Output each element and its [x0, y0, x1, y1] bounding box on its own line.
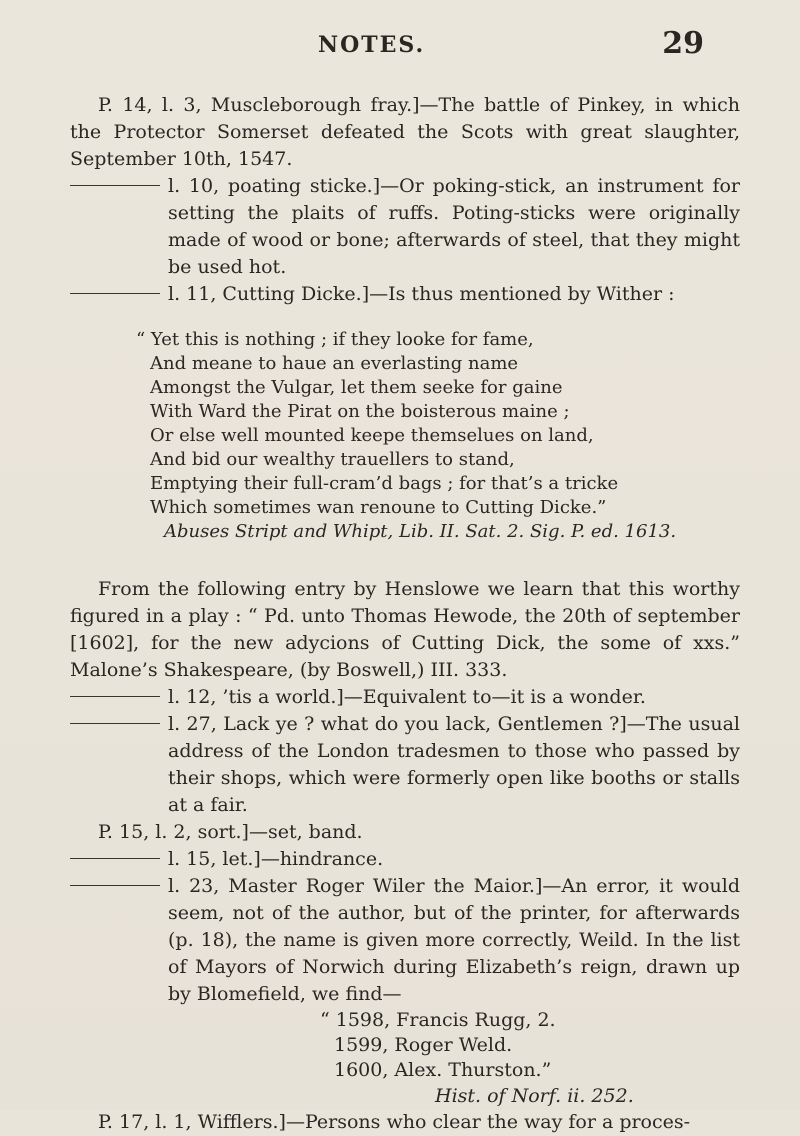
ditto-dash	[70, 696, 160, 697]
mayor-row: “ 1598, Francis Rugg, 2.	[320, 1009, 556, 1031]
note-line	[70, 711, 740, 819]
notes-content	[70, 92, 740, 1136]
mayor-row: 1600, Alex. Thurston.”	[334, 1059, 552, 1081]
ditto-dash	[70, 858, 160, 859]
note-entry: P. 14, l. 3, Muscleborough fray.]—The battle of Pinkey, in which the Protector Somerset defeated the Scots with great slaughter, September 10th, 1547.	[70, 94, 740, 170]
verse-line: Emptying their full-cram’d bags ; for that’s a tricke	[150, 473, 619, 494]
running-title: NOTES.	[318, 32, 426, 58]
note-line	[70, 281, 740, 308]
henslowe-paragraph: From the following entry by Henslowe we learn that this worthy figured in a play : “ Pd. unto Thomas Hewode, the 20th of september [1602], for the new adycions of Cutting Dick, the some of xxs.” Malone’s Shakespeare, (by Boswell,) III. 333.	[70, 578, 740, 681]
note-entry: P. 17, l. 1, Wifflers.]—Persons who clear the way for a proces-	[98, 1111, 691, 1133]
verse-line: And bid our wealthy trauellers to stand,	[150, 449, 515, 470]
verse-line: Or else well mounted keepe themselues on land,	[150, 425, 594, 446]
mayor-source: Hist. of Norf. ii. 252.	[435, 1085, 634, 1107]
spacer	[70, 558, 740, 576]
mayor-row: 1599, Roger Weld.	[334, 1034, 513, 1056]
page-number: 29	[662, 26, 704, 61]
page-header	[0, 26, 800, 72]
ditto-dash	[70, 885, 160, 886]
note-entry: P. 15, l. 2, sort.]—set, band.	[98, 821, 363, 843]
verse-citation: Abuses Stript and Whipt, Lib. II. Sat. 2. Sig. P. ed. 1613.	[164, 521, 677, 542]
note-line	[70, 173, 740, 281]
verse-quotation	[136, 328, 740, 544]
note-line	[70, 873, 740, 1008]
note-entry: l. 23, Master Roger Wiler the Maior.]—An error, it would seem, not of the author, but of the printer, for afterwards (p. 18), the name is given more correctly, Weild. In the list of Mayors of Norwich during Elizabeth’s reign, drawn up by Blomefield, we find—	[168, 875, 740, 1005]
note-entry: l. 10, poating sticke.]—Or poking-stick, an instrument for setting the plaits of ruffs. Poting-sticks were originally made of wood or bone; afterwards of steel, that they might be used hot.	[168, 175, 740, 278]
verse-line: Which sometimes wan renoune to Cutting Dicke.”	[150, 497, 607, 518]
note-entry: l. 15, let.]—hindrance.	[168, 848, 384, 870]
note-line	[70, 846, 740, 873]
ditto-dash	[70, 723, 160, 724]
verse-line: Amongst the Vulgar, let them seeke for gaine	[150, 377, 563, 398]
note-entry: l. 12, ’tis a world.]—Equivalent to—it is a wonder.	[168, 686, 646, 708]
verse-line: “ Yet this is nothing ; if they looke for fame,	[136, 329, 534, 350]
verse-line: And meane to haue an everlasting name	[150, 353, 519, 374]
ditto-dash	[70, 185, 160, 186]
mayor-list	[320, 1008, 740, 1083]
ditto-dash	[70, 293, 160, 294]
note-line	[70, 684, 740, 711]
note-entry: l. 11, Cutting Dicke.]—Is thus mentioned by Wither :	[168, 283, 675, 305]
verse-line: With Ward the Pirat on the boisterous maine ;	[150, 401, 570, 422]
note-entry: l. 27, Lack ye ? what do you lack, Gentlemen ?]—The usual address of the London tradesmen to those who passed by their shops, which were formerly open like booths or stalls at a fair.	[168, 713, 740, 816]
